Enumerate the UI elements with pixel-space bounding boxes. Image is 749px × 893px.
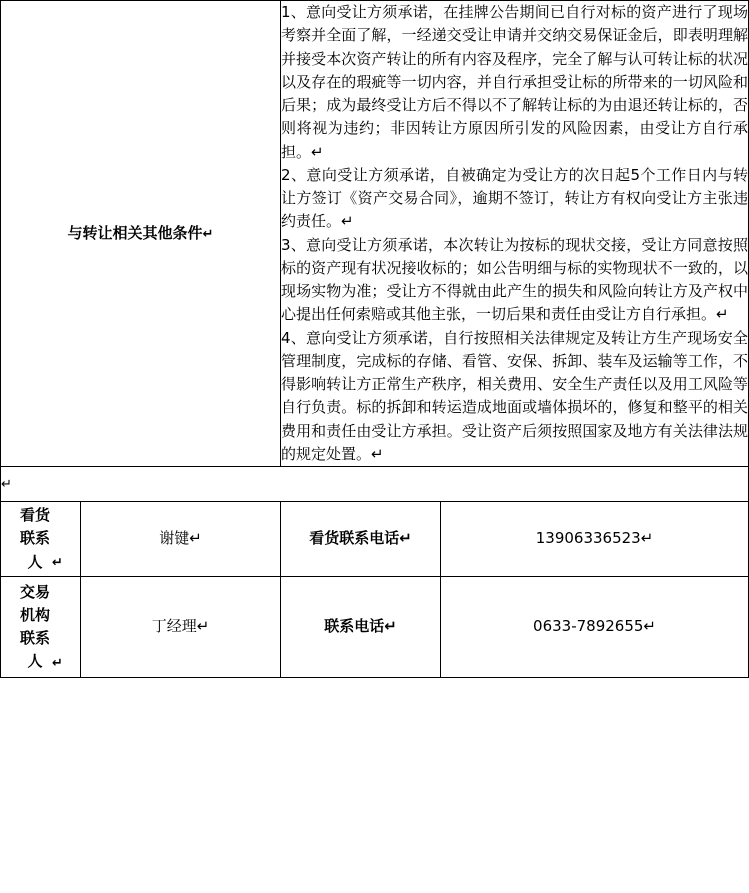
viewing-contact-label-pilcrow: ↵ <box>52 555 63 571</box>
agency-contact-name: 丁经理↵ <box>81 577 281 678</box>
table-row <box>1 502 749 577</box>
agency-phone-label: 联系电话↵ <box>281 577 441 678</box>
terms-paragraph-4: 4、意向受让方须承诺，自行按照相关法律规定及转让方生产现场安全管理制度，完成标的存储、看管、安保、拆卸、装车及运输等工作，不得影响转让方正常生产秩序，相关费用、安全生产责任以及用工风险等自行负责。标的拆卸和转运造成地面或墙体损坏的，修复和整平的相关费用和责任由受让方承担。受让资产后须按照国家及地方有关法律法规的规定处置。↵ <box>281 328 749 463</box>
viewing-contact-label-cell <box>1 502 81 577</box>
viewing-phone-value: 13906336523↵ <box>441 502 749 577</box>
spacer-row <box>1 467 749 502</box>
table-row <box>1 577 749 678</box>
terms-label-cell <box>1 1 281 467</box>
terms-label-pilcrow: ↵ <box>202 226 214 242</box>
terms-paragraph-3: 3、意向受让方须承诺，本次转让为按标的现状交接，受让方同意按照标的资产现有状况接收标的；如公告明细与标的实物现状不一致的，以现场实物为准；受让方不得就由此产生的损失和风险向转让方及产权中心提出任何索赔或其他主张，一切后果和责任由受让方自行承担。↵ <box>281 235 749 324</box>
agency-contact-label: 交易机构联系人 <box>20 582 51 671</box>
terms-body-cell <box>281 1 749 467</box>
agency-contact-label-pilcrow: ↵ <box>52 655 63 671</box>
viewing-contact-name: 谢键↵ <box>81 502 281 577</box>
agency-contact-label-cell <box>1 577 81 678</box>
spacer-pilcrow: ↵ <box>1 477 12 493</box>
viewing-contact-label: 看货联系人 <box>20 506 51 571</box>
spacer-cell <box>1 467 749 502</box>
terms-paragraph-1: 1、意向受让方须承诺，在挂牌公告期间已自行对标的资产进行了现场考察并全面了解，一经递交受让申请并交纳交易保证金后，即表明理解并接受本次资产转让的所有内容及程序，完全了解与认可转让标的状况以及存在的瑕疵等一切内容，并自行承担受让标的所带来的一切风险和后果；成为最终受让方后不得以不了解转让标的为由退还转让标的，否则将视为违约；非因转让方原因所引发的风险因素，由受让方自行承担。↵ <box>281 3 749 161</box>
terms-row <box>1 1 749 467</box>
terms-label: 与转让相关其他条件 <box>67 223 203 242</box>
viewing-phone-label: 看货联系电话↵ <box>281 502 441 577</box>
terms-paragraph-2: 2、意向受让方须承诺，自被确定为受让方的次日起5个工作日内与转让方签订《资产交易合同》，逾期不签订，转让方有权向受让方主张违约责任。↵ <box>281 165 749 231</box>
agency-phone-value: 0633-7892655↵ <box>441 577 749 678</box>
